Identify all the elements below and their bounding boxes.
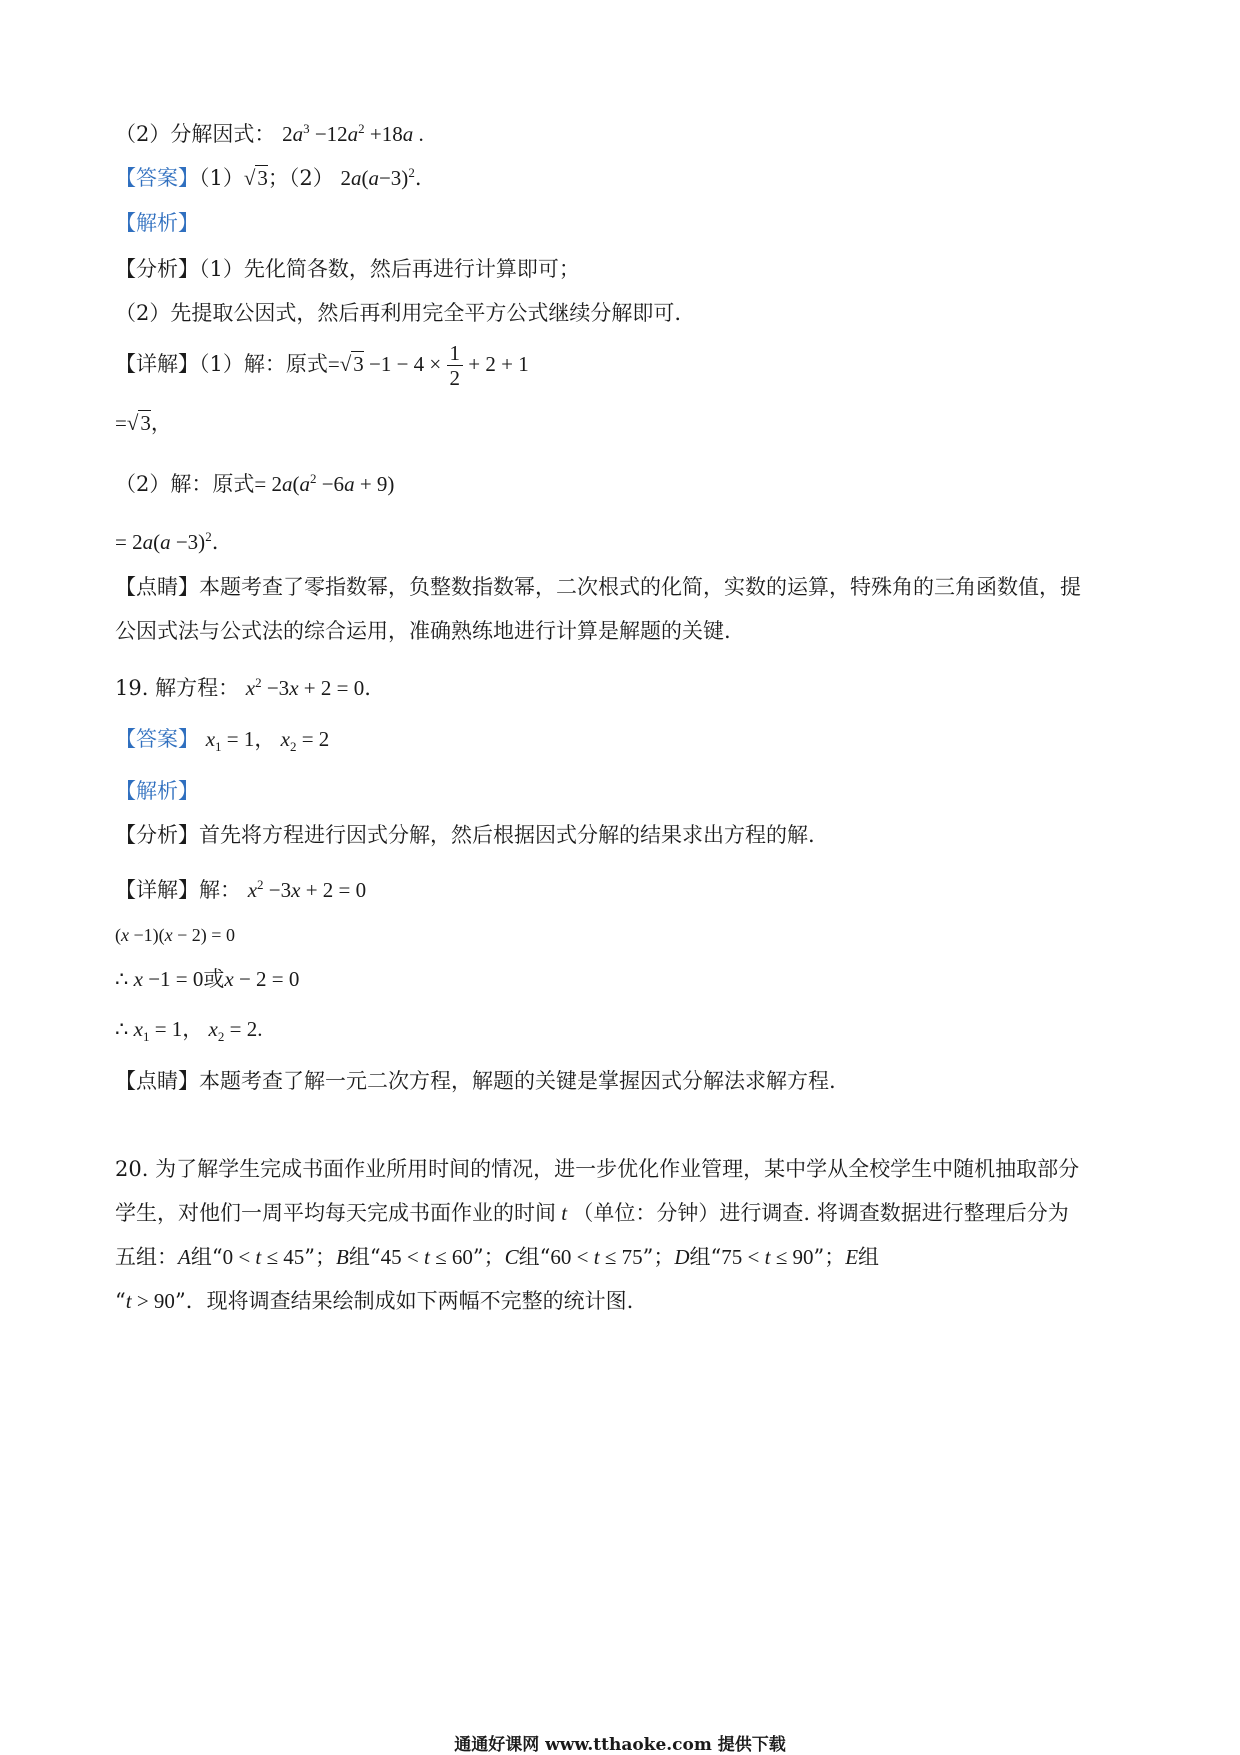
dianjing-1b: 公因式法与公式法的综合运用，准确熟练地进行计算是解题的关键. <box>115 619 731 643</box>
step-19-result: ∴ $x_1 = 1$， $x_2 = 2$. <box>115 1017 263 1045</box>
xiangjie-19: 【详解】解： $x^2 -3x + 2 = 0$ <box>115 877 367 902</box>
answer-18: 【答案】（1）√3；（2） $2a(a-3)^2$. <box>115 165 422 190</box>
question-19: 19. 解方程： $x^2 -3x + 2 = 0$. <box>115 675 371 700</box>
xiangjie-2: （2）解：原式= $2a(a^2 -6a + 9)$ <box>115 471 395 496</box>
jiexi-label-2: 【解析】 <box>115 779 199 803</box>
sqrt3: √3 <box>243 166 268 190</box>
step-19-or: ∴ x −1 = 0或x − 2 = 0 <box>115 967 300 991</box>
ans18-expression: $2a(a-3)^2$ <box>340 165 415 190</box>
step-final: = $2a(a -3)^2$. <box>115 529 219 554</box>
question-20-line1: 20. 为了解学生完成书面作业所用时间的情况，进一步优化作业管理，某中学从全校学生中随机抽取部分 <box>115 1157 1080 1181</box>
q18-part2: （2）分解因式： $2a^3 -12a^2 +18a$ . <box>115 121 424 146</box>
q18-expression: $2a^3 -12a^2 +18a$ . <box>282 121 424 146</box>
fenxi-2: （2）先提取公因式，然后再利用完全平方公式继续分解即可. <box>115 301 682 325</box>
fenxi-1: 【分析】（1）先化简各数，然后再进行计算即可； <box>115 257 580 281</box>
answer-label: 【答案】 <box>115 166 199 190</box>
step-sqrt3: =√3， <box>115 411 172 435</box>
question-20-line3: 五组：A组“0 < t ≤ 45”；B组“45 < t ≤ 60”；C组“60 < t ≤ 75”；D组“75 < t ≤ 90”；E组 <box>115 1245 880 1269</box>
step-19-factor: (x −1)(x − 2) = 0 <box>115 925 235 945</box>
dianjing-1a: 【点睛】本题考查了零指数幂，负整数指数幂，二次根式的化简，实数的运算，特殊角的三角函数值，提 <box>115 575 1081 599</box>
answer-19: 【答案】 $x_1 = 1$， $x_2 = 2$ <box>115 727 330 755</box>
jiexi-label: 【解析】 <box>115 211 199 235</box>
xiangjie-1: 【详解】（1）解：原式=√3 −1 − 4 × $\frac{1}{2}$ + 2 + 1 <box>115 341 529 390</box>
question-20-line2: 学生，对他们一周平均每天完成书面作业的时间 t （单位：分钟）进行调查. 将调查数据进行整理后分为 <box>115 1201 1069 1225</box>
question-20-line4: “t > 90”．现将调查结果绘制成如下两幅不完整的统计图. <box>115 1289 634 1313</box>
footer-watermark: 通通好课网 www.tthaoke.com 提供下载 <box>454 1735 786 1755</box>
dianjing-19: 【点睛】本题考查了解一元二次方程，解题的关键是掌握因式分解法求解方程. <box>115 1069 836 1093</box>
fenxi-19: 【分析】首先将方程进行因式分解，然后根据因式分解的结果求出方程的解. <box>115 823 815 847</box>
fraction-half: $\frac{1}{2}$ <box>447 341 464 390</box>
